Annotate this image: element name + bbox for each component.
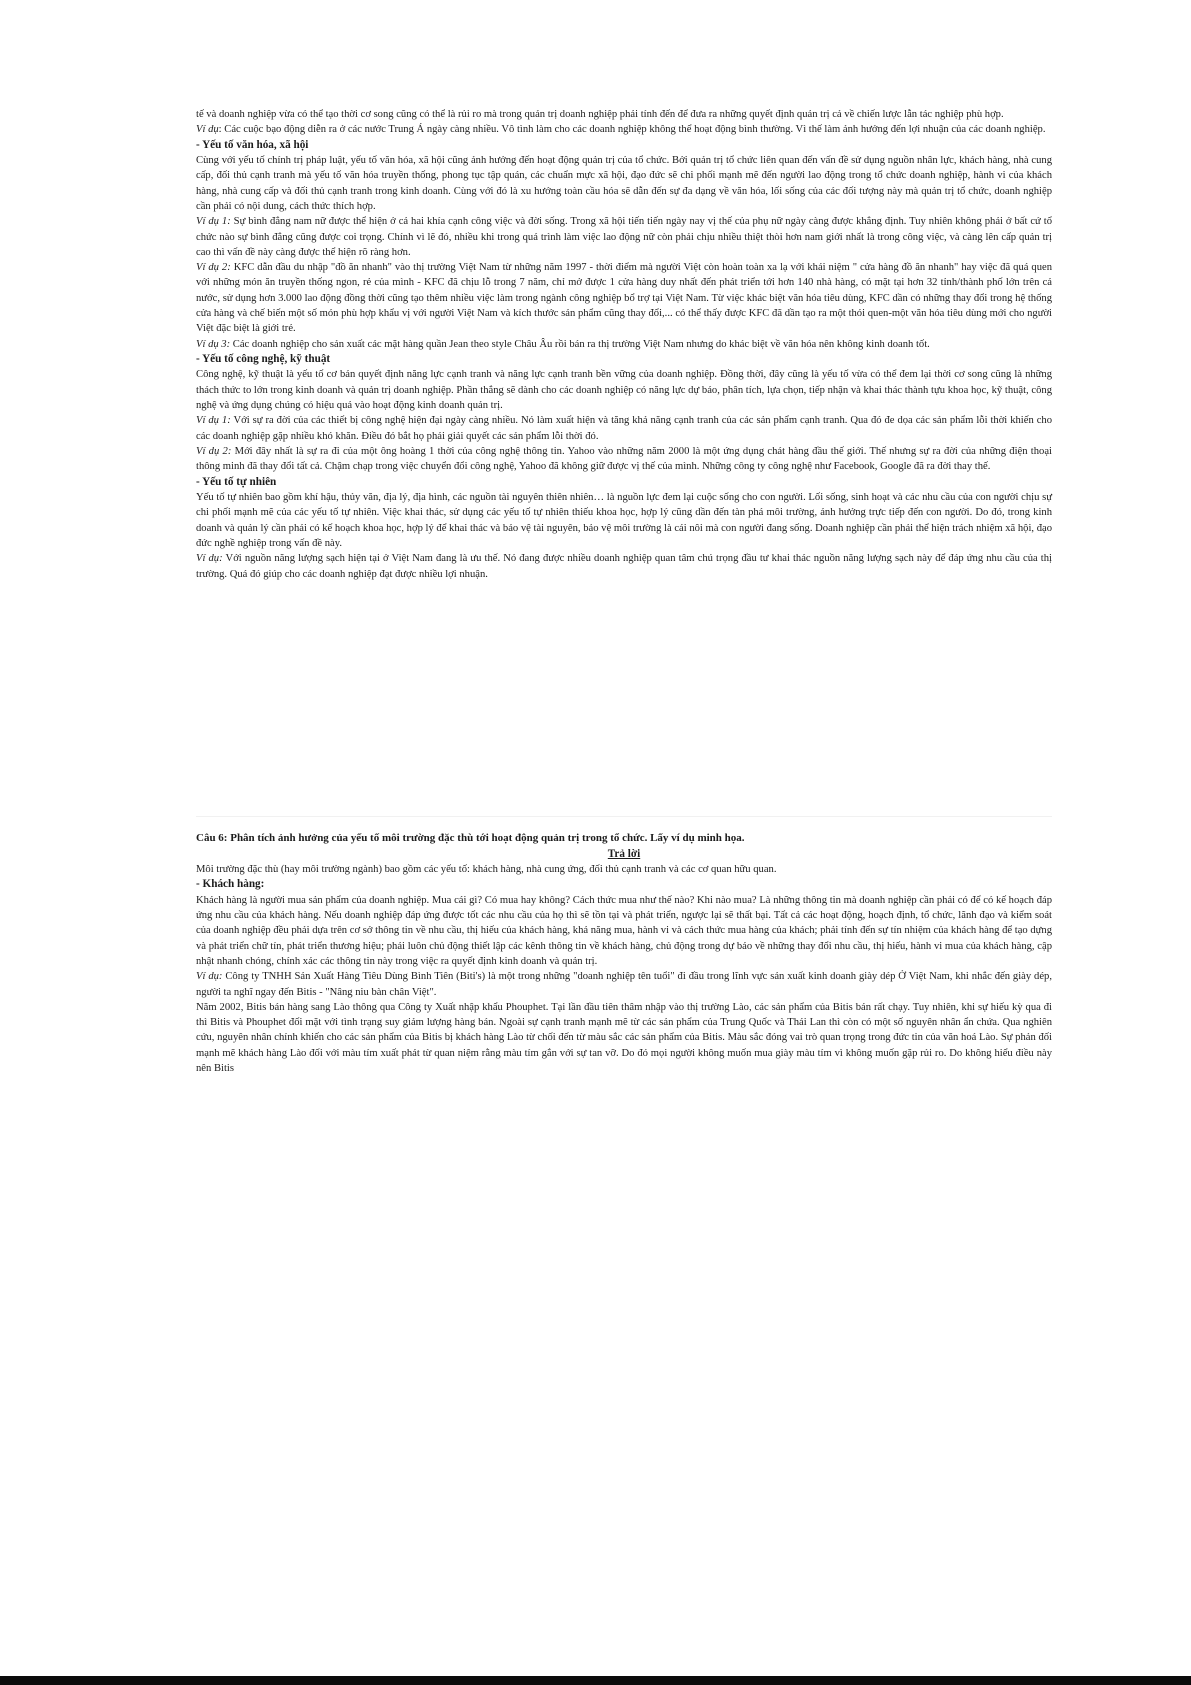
section-heading: - Khách hàng: [196,878,265,891]
example-paragraph [196,444,1052,475]
example-paragraph [196,969,1052,1000]
question-heading: Câu 6: Phân tích ảnh hưởng của yếu tố môi trường đặc thù tới hoạt động quản trị trong tổ chức. Lấy ví dụ minh họa. [196,832,745,844]
example-text: Với nguồn năng lượng sạch hiện tại ở Việt Nam đang là ưu thế. Nó đang được nhiều doanh nghiệp quan tâm chú trọng đầu tư khai thác nguồn năng lượng sạch này để đáp ứng nhu cầu của thị trường. Quá đó giúp cho các doanh nghiệp đạt được nhiều lợi nhuận. [196,553,1052,580]
example-label: Ví dụ 2: [196,445,232,457]
bottom-edge-bar [0,1676,1191,1685]
paragraph: Khách hàng là người mua sản phẩm của doanh nghiệp. Mua cái gì? Có mua hay không? Cách thức mua như thế nào? Khi nào mua? Là những thông tin mà doanh nghiệp cần phải có để có kế hoạch đáp ứng nhu cầu của khách hàng. Nếu doanh nghiệp đáp ứng được tốt các nhu cầu của họ thì sẽ tồn tại và phát triển, ngược lại sẽ thất bại. Tất cả các hoạt động, hoạch định, tổ chức, lãnh đạo và kiểm soát của doanh nghiệp đều phải dựa trên cơ sở thông tin về nhu cầu, thị hiếu của khách hàng, khả năng mua, hành vi và cách thức mua hàng của khách; phải tính đến sự tín nhiệm của khách hàng để tạo dựng và phát triển chữ tín, phát triển thương hiệu; phải luôn chủ động thiết lập các kênh thông tin về khách hàng, chủ động trong dự báo về những thay đổi nhu cầu, thị hiếu, hành vi mua của khách hàng, cập nhật nhanh chóng, chính xác các thông tin này trong việc ra quyết định kinh doanh và quản trị. [196,894,1052,967]
paragraph: Năm 2002, Bitis bán hàng sang Lào thông qua Công ty Xuất nhập khẩu Phouphet. Tại lần đầu tiên thâm nhập vào thị trường Lào, các sản phẩm của Bitis bán rất chạy. Tuy nhiên, khi sự hiếu kỳ qua đi thì Bitis và Phouphet đối mặt với tình trạng suy giảm lượng hàng bán. Ngoài sự cạnh tranh mạnh mẽ từ các sản phẩm của Trung Quốc và Thái Lan thì còn có một số nguyên nhân ẩn chứa. Qua nghiên cứu, nguyên nhân chính khiến cho các sản phẩm của Bitis bị khách hàng Lào từ chối đến từ màu sắc các sản phẩm của Bitis. Màu sắc đóng vai trò quan trọng trong đức tin của văn hoá Lào. Sự phản đối mạnh mẽ khách hàng Lào đối với màu tím xuất phát từ quan niệm rằng màu tím gắn với sự tan vỡ. Do đó mọi người không muốn mua giày màu tím vì không muốn gặp rủi ro. Do không hiểu điều này nên Bitis [196,1001,1052,1075]
example-text: Sự bình đẳng nam nữ được thể hiện ở cả hai khía cạnh công việc và đời sống. Trong xã hội tiến tiến ngày nay vị thế của phụ nữ ngày càng được khẳng định. Tuy nhiên không phải ở bất cứ tổ chức nào sự bình đẳng cũng được coi trọng. Chính vì lẽ đó, nhiều khi trong quá trình làm việc lao động nữ còn phải chịu nhiều thiệt thòi hơn nam giới nhất là trong công việc, và càng lên cấp quản trị cao thì vấn đề này càng được thể hiện rõ ràng hơn. [196,216,1052,258]
example-label: Ví dụ 1: [196,216,231,228]
section-heading: - Yếu tố công nghệ, kỹ thuật [196,352,331,365]
section-heading: - Yếu tố văn hóa, xã hội [196,138,309,151]
example-paragraph [196,337,1052,352]
section-heading: - Yếu tố tự nhiên [196,475,277,488]
example-label: Ví dụ 2: [196,262,231,274]
section-a [196,107,1052,582]
example-label: Ví dụ 1: [196,415,231,427]
paragraph: Công nghệ, kỹ thuật là yếu tố cơ bản quyết định năng lực cạnh tranh và năng lực cạnh tranh bền vững của doanh nghiệp. Đồng thời, đây cũng là yếu tố vừa có thể đem lại thời cơ song cũng là những thách thức to lớn trong kinh doanh và quản trị doanh nghiệp. Phần thắng sẽ dành cho các doanh nghiệp có năng lực dự báo, phân tích, lựa chọn, tiếp nhận và khai thác thành tựu khoa học, kỹ thuật, công nghệ và ứng dụng chúng có hiệu quả vào hoạt động kinh doanh quản trị. [196,369,1052,412]
paragraph: Môi trường đặc thù (hay môi trường ngành) bao gồm các yếu tố: khách hàng, nhà cung ứng, đối thủ cạnh tranh và các cơ quan hữu quan. [196,864,777,875]
paragraph: Yếu tố tự nhiên bao gồm khí hậu, thủy văn, địa lý, địa hình, các nguồn tài nguyên thiên nhiên… là nguồn lực đem lại cuộc sống cho con người. Lối sống, sinh hoạt và các nhu cầu của con người chịu sự chi phối mạnh mẽ của các yếu tố tự nhiên. Việc khai thác, sử dụng các yếu tố tự nhiên thiếu khoa học, hợp lý cũng dần đến tàn phá môi trường, ảnh hưởng trực tiếp đến con người. Do đó, trong kinh doanh và quản lý cần phải có kế hoạch khoa học, hợp lý để khai thác và bảo vệ tài nguyên, bảo vệ môi trường là cái nôi mà con người đang sống. Doanh nghiệp cần phải thể hiện trách nhiệm xã hội, đạo đức nghề nghiệp trong vấn đề này. [196,492,1052,549]
example-paragraph [196,413,1052,444]
section-divider [196,816,1052,817]
paragraph: tế và doanh nghiệp vừa có thể tạo thời cơ song cũng có thể là rủi ro mà trong quản trị doanh nghiệp phải tính đến để đưa ra những quyết định quản trị cả về chiến lược lẫn tác nghiệp phù hợp. [196,109,1004,120]
example-label: Ví dụ: [196,553,223,565]
paragraph: Cùng với yếu tố chính trị pháp luật, yếu tố văn hóa, xã hội cũng ảnh hưởng đến hoạt động quản trị của tổ chức. Bởi quản trị tổ chức liên quan đến vấn đề sử dụng nguồn nhân lực, khách hàng, nhà cung cấp, đối thủ cạnh tranh mà yếu tố văn hóa truyền thống, phong tục tập quán, các chuẩn mực xã hội, đạo đức sẽ chi phối mạnh mẽ đến người lao động trong tổ chức doanh nghiệp, hành vi của khách hàng, nhà cung cấp và đối thủ cạnh tranh trong kinh doanh. Cùng với đó là xu hướng toàn cầu hóa sẽ dẫn đến sự đa dạng về văn hóa, lối sống của các đối tượng này mà quản trị tổ chức, doanh nghiệp cần phải có nội dung, cách thức thích hợp. [196,155,1052,212]
section-b [196,831,1052,1076]
example-text: KFC dẫn đầu du nhập "đồ ăn nhanh" vào thị trường Việt Nam từ những năm 1997 - thời điểm mà người Việt còn hoàn toàn xa lạ với khái niệm " cửa hàng đồ ăn nhanh" hay việc đã quá quen với những món ăn truyền thống ngon, rẻ của mình - KFC đã chịu lỗ trong 7 năm, chỉ mở được 1 cửa hàng duy nhất đến phát triển tới hơn 140 nhà hàng, có mặt tại hơn 32 tỉnh/thành phố lớn trên cả nước, sử dụng hơn 3.000 lao động đồng thời cũng tạo thêm nhiều việc làm trong ngành công nghiệp bổ trợ tại Việt Nam. Từ việc khác biệt văn hóa tiêu dùng, KFC dần có những thay đổi trong hệ thống cửa hàng và chế biến một số món phù hợp khẩu vị với người Việt Nam và kích thước sản phẩm cũng thay đổi,... có thể thấy được KFC đã dần tạo ra một thói quen-một văn hóa tiêu dùng mới cho người Việt đặc biệt là giới trẻ. [196,262,1052,335]
example-paragraph [196,260,1052,336]
example-paragraph [196,214,1052,260]
example-paragraph [196,551,1052,582]
example-label: Ví dụ [196,124,219,136]
example-label: Ví dụ 3: [196,338,231,350]
example-text: Với sự ra đời của các thiết bị công nghệ hiện đại ngày càng nhiều. Nó làm xuất hiện và tăng khả năng cạnh tranh của các sản phẩm cạnh tranh. Qua đó đe dọa các sản phẩm lỗi thời khiến cho các doanh nghiệp gặp nhiều khó khăn. Điều đó bắt họ phải giải quyết các sản phẩm lỗi thời đó. [196,415,1052,442]
example-text: : Các cuộc bạo động diễn ra ở các nước Trung Á ngày càng nhiều. Vô tình làm cho các doanh nghiệp không thể hoạt động bình thường. Vì thế làm ảnh hưởng đến lợi nhuận của các doanh nghiệp. [218,124,1046,136]
example-label: Ví dụ: [196,971,223,983]
example-text: Mới đây nhất là sự ra đi của một ông hoàng 1 thời của công nghệ thông tin. Yahoo vào những năm 2000 là một ứng dụng chát hàng đầu thế giới. Thế nhưng sự ra đời của những điện thoại thông minh đã thay đổi tất cả. Chậm chạp trong việc chuyển đổi công nghệ, Yahoo đã không giữ được vị thế của mình. Những công ty công nghệ như Facebook, Google đã ra đời thay thế. [196,445,1052,473]
example-paragraph [196,122,1052,137]
example-text: Công ty TNHH Sản Xuất Hàng Tiêu Dùng Bình Tiên (Biti's) là một trong những "doanh nghiệp tên tuổi" đi đầu trong lĩnh vực sản xuất kinh doanh giày dép Ở Việt Nam, khi nhắc đến giày dép, người ta nghĩ ngay đến Bitis - "Nâng niu bàn chân Việt". [196,971,1052,998]
example-text: Các doanh nghiệp cho sản xuất các mặt hàng quần Jean theo style Châu Âu rồi bán ra thị trường Việt Nam nhưng do khác biệt về văn hóa nên không kinh doanh tốt. [230,338,930,350]
answer-title: Trả lời [607,848,641,860]
